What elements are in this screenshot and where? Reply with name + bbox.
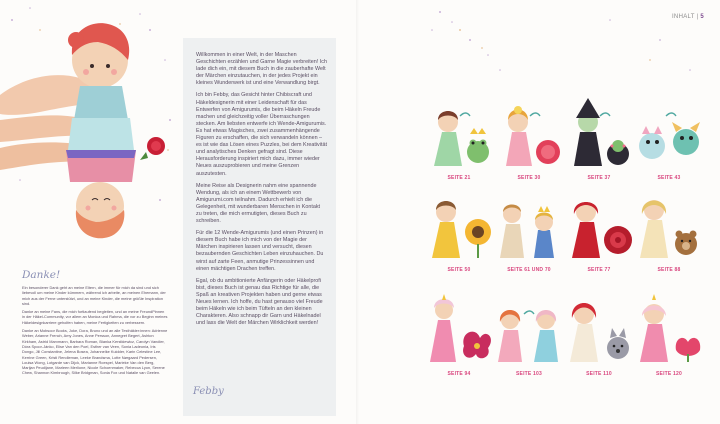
- doll-illustration: [0, 0, 185, 268]
- page-reference: SEITE 88: [657, 267, 681, 273]
- page-reference: SEITE 43: [657, 175, 681, 181]
- doll-figure: [560, 292, 638, 366]
- intro-paragraph: Ich bin Febby, das Gesicht hinter Chibiscraft und Häkeldesignerin mit einer Leidenschaft für das Entwerfen von Amigurumis, die beim Häkeln Freude machen und gleichzeitig voller Überraschungen stecken. Am liebsten entwerfe ich Wende-Amigurumis. Es hat etwas Magisches, zwei zusammenhängende Figuren zu erschaffen, die sich verwandeln können – es ist wie das Lösen eines Puzzles, bei dem Kreativität und analytisches Denken gefragt sind. Diese Herausforderung inspiriert mich dazu, immer wieder Neues auszuprobieren und meine Grenzen auszutesten.: [196, 92, 327, 177]
- danke-paragraph: Danke an Mobsoor Books, Joke, Dora, Bruno und an alle Testhäkler:innen: Adrienne Weber, Arianne French, Amy Jones, Anne Persson, Annegret Begert, Ashton Kirkham, Astrid Marxmann, Barbara Roman, Bianka Kerstkiewicz, Carolyn Vandier, Dóra Spoor-Jánko, Elise Van den Poel, Esther van Veen, Sonia Ladeonia, Iris Dongo, Jill Constantine, Jelena Bosea, Johannelke Kuidder, Karin Celestine Lee, Kerrine Green, Kristi Rendleman, Leeke Brandsma, Lotte Nørgaard Pedersen, Louisa Wong, Lotgarde van Dijck, Marianne Roespel, Marieke Van den Berg, Marijan Peudijane, Marleen Merlione, Nicole Schoenmaker, Rebecca Lyon, Serene Chew, Shannon Kimbrough, Silke Bridgman, Sonia Fox und Natalie van Geelen.: [22, 328, 168, 376]
- intro-paragraph: Meine Reise als Designerin nahm eine spannende Wendung, als ich an einem Wettbewerb von Amigurumi.com teilnahm. Dadurch erhielt ich die Gelegenheit, mit wunderbaren Menschen in Kontakt zu treten, die mich ermutigten, dieses Buch zu schreiben.: [196, 182, 321, 225]
- page-reference: SEITE 37: [587, 175, 611, 181]
- danke-paragraph: Danke an meine Fans, die mich fortlaufend begleiten, und an meine FreundPinnen in der Häkel-Community, vor allem an Monica und Rahma, die vor zu Beginn meines Häkeldesignkarriere geholfen haben, meine Fertigkeiten zu verbessern.: [22, 309, 168, 325]
- doll-figure: [630, 96, 708, 170]
- danke-paragraph: Ein besonderer Dank geht an meine Eltern, die immer für mich da sind und sich liebevoll um meine Kinder kümmern, während ich arbeite, an meinen Ehemann, der mich aus der Ferne unterstützt, und an meine Kinder, die meine größte Inspiration sind.: [22, 285, 166, 306]
- intro-paragraph: Für die 12 Wende-Amigurumis (und einen Prinzen) in diesem Buch habe ich mich von der Magie der Märchen inspirieren lassen und versucht, diesen bezaubernden Geschichten Leben einzuhauchen. Du wirst auf zarte Feen, anmutige Prinzessinnen und einen mächtigen Drachen treffen.: [196, 230, 324, 272]
- page-reference: SEITE 21: [447, 175, 471, 181]
- right-page: [360, 0, 720, 424]
- contents-item[interactable]: [420, 188, 498, 273]
- page-number: 5: [700, 14, 704, 20]
- hands-holding-doll-photo: [0, 0, 185, 268]
- header-separator: |: [696, 14, 699, 20]
- sparkle-decoration: [360, 0, 720, 90]
- signature: Febby: [193, 386, 224, 397]
- contents-item[interactable]: [630, 188, 708, 273]
- contents-item[interactable]: [560, 292, 638, 377]
- danke-body: [22, 285, 168, 379]
- doll-figure: [490, 188, 568, 262]
- page-reference: SEITE 30: [517, 175, 541, 181]
- page-reference: SEITE 61 UND 70: [507, 267, 551, 273]
- doll-figure: [420, 96, 498, 170]
- contents-item[interactable]: [630, 292, 708, 377]
- contents-item[interactable]: [630, 96, 708, 181]
- contents-item[interactable]: [560, 96, 638, 181]
- doll-figure: [490, 292, 568, 366]
- intro-paragraph: Egal, ob du ambitionierte Anfängerin oder Häkelprofi bist, dieses Buch ist genau das Richtige für alle, die Spaß an kreativen Projekten haben und gerne etwas Neues lernen. Ich hoffe, du hast genauso viel Freude beim Häkeln wie ich beim Tüfteln an den kleinen Charakteren. Also schnapp dir Garn und Häkelnadel und lass die Welt der Märchen Wirklichkeit werden!: [196, 277, 323, 327]
- contents-item[interactable]: [420, 292, 498, 377]
- doll-figure: [420, 188, 498, 262]
- page-reference: SEITE 110: [586, 371, 612, 377]
- intro-body: [196, 52, 327, 332]
- contents-item[interactable]: [490, 292, 568, 377]
- page-reference: SEITE 50: [447, 267, 471, 273]
- page-reference: SEITE 103: [516, 371, 542, 377]
- doll-figure: [630, 188, 708, 262]
- doll-figure: [420, 292, 498, 366]
- intro-paragraph: Willkommen in einer Welt, in der Maschen Geschichten erzählen und Garne Magie verbreiten! Ich lade dich ein, mit diesem Buch in die zauberhafte Welt der Märchen einzutauchen, in der jedes Projekt ein kleines Wunderwerk ist und eine Verwandlung birgt.: [196, 52, 327, 87]
- danke-heading: Danke!: [22, 269, 61, 281]
- contents-item[interactable]: [420, 96, 498, 181]
- doll-figure: [560, 96, 638, 170]
- doll-figure: [560, 188, 638, 262]
- contents-item[interactable]: [560, 188, 638, 273]
- page-reference: SEITE 94: [447, 371, 471, 377]
- contents-item[interactable]: [490, 96, 568, 181]
- page-reference: SEITE 77: [587, 267, 611, 273]
- page-reference: SEITE 120: [656, 371, 682, 377]
- contents-item[interactable]: [490, 188, 568, 273]
- page-header: [672, 14, 704, 20]
- doll-figure: [630, 292, 708, 366]
- doll-figure: [490, 96, 568, 170]
- section-title: INHALT: [671, 14, 695, 20]
